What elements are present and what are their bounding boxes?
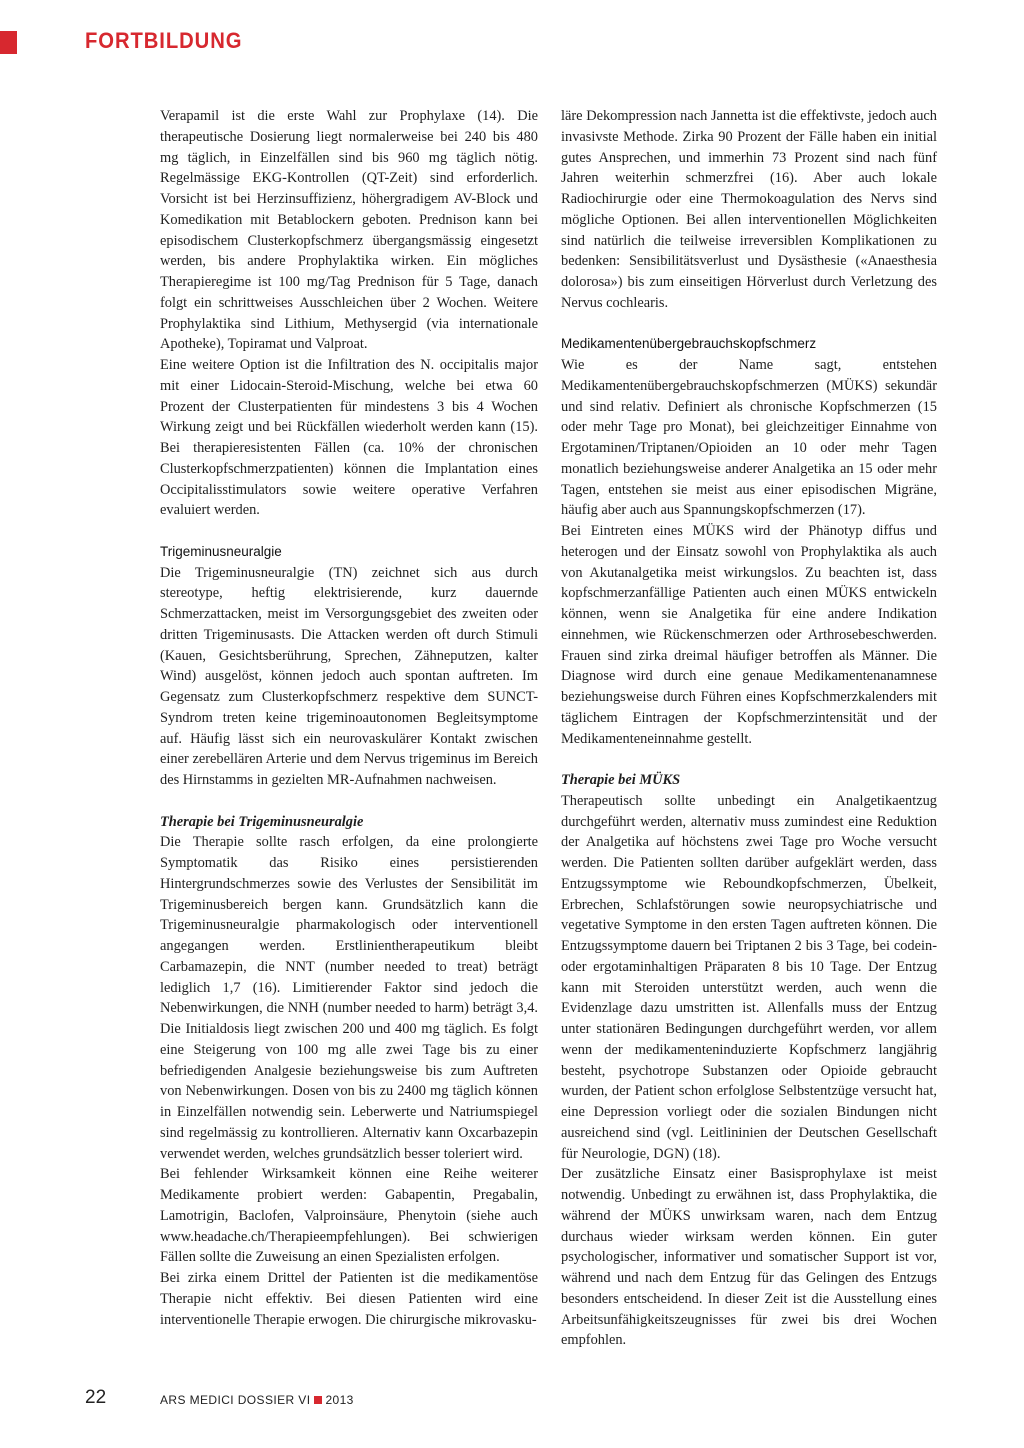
paragraph-spacer <box>561 749 937 770</box>
section-marker-block <box>0 31 17 54</box>
body-paragraph: Therapeutisch sollte unbedingt ein Analgetikaentzug durchgeführt werden, alternativ muss zumindest eine Reduktion der Analgetika auf höchstens zwei Tage pro Woche versucht werden. Die Patienten sollten darüber aufgeklärt werden, dass Entzugssymptome wie Reboundkopfschmerzen, Übelkeit, Erbrechen, Schlafstörungen sowie neuropsychiatrische und vegetative Symptome in den ersten Tagen auftreten können. Die Entzugssymptome dauern bei Triptanen 2 bis 3 Tage, bei codein- oder ergotaminhaltigen Präparaten 8 bis 10 Tage. Der Entzug kann mit Steroiden unterstützt werden, auch wenn die Evidenzlage dazu umstritten ist. Allenfalls muss der Entzug unter stationären Bedingungen durchgeführt werden, vor allem wenn der medikamenteninduzierte Kopfschmerz langjährig besteht, psychotrope Substanzen oder Opioide gebraucht wurden, der Patient schon erfolglose Selbstentzüge versucht hat, eine Depression vorliegt oder die sozialen Bindungen nicht ausreichend sind (vgl. Leitlininien der Deutschen Gesellschaft für Neurologie, DGN) (18). <box>561 792 937 1162</box>
journal-year: 2013 <box>325 1393 354 1407</box>
section-heading-trigeminusneuralgie: Trigeminusneuralgie <box>160 543 282 559</box>
journal-name: ARS MEDICI DOSSIER VI <box>160 1393 311 1407</box>
body-paragraph: Bei zirka einem Drittel der Patienten ist die medikamentöse Therapie nicht effektiv. Bei diesen Patienten wird eine interventionelle Therapie erwogen. Die chirurgische mikrovasku- <box>160 1270 538 1328</box>
paragraph-spacer <box>160 521 538 542</box>
left-column <box>160 106 538 1330</box>
section-heading-muks: Medikamentenübergebrauchskopfschmerz <box>561 336 817 352</box>
right-column <box>561 106 937 1351</box>
section-label: FORTBILDUNG <box>85 28 243 53</box>
footer-separator-square <box>314 1396 322 1404</box>
footer-journal-line <box>160 1393 354 1407</box>
body-paragraph: Eine weitere Option ist die Infiltration des N. occipitalis major mit einer Lidocain-Steroid-Mischung, welche bei etwa 60 Prozent der Clusterpatienten für mindestens 3 bis 4 Wochen Wirkung zeigt und bei Rückfällen wiederholt werden kann (15). Bei therapieresistenten Fällen (ca. 10% der chronischen Clusterkopfschmerzpatienten) können die Implantation eines Occipitalisstimulators sowie weitere operative Verfahren evaluiert werden. <box>160 357 538 519</box>
subheading-therapie-muks: Therapie bei MÜKS <box>561 772 681 788</box>
body-paragraph: Bei fehlender Wirksamkeit können eine Reihe weiterer Medikamente probiert werden: Gabapentin, Pregabalin, Lamotrigin, Baclofen, Valproinsäure, Phenytoin (siehe auch www.headache.ch/Therapieempfehlungen). Bei schwierigen Fällen sollte die Zuweisung an einen Spezialisten erfolgen. <box>160 1166 538 1266</box>
page-number: 22 <box>85 1387 107 1408</box>
body-paragraph: Wie es der Name sagt, entstehen Medikamentenübergebrauchskopfschmerzen (MÜKS) sekundär und sind relativ. Definiert als chronische Kopfschmerzen (15 oder mehr Tage pro Monat), bei gleichzeitiger Einnahme von Ergotaminen/Triptanen/Opioiden an 10 oder mehr Tagen monatlich beziehungsweise anderer Analgetika an 15 oder mehr Tagen, entstehen sie meist aus einer episodischen Migräne, häufig aber auch aus Spannungskopfschmerzen (17). <box>561 357 937 519</box>
body-paragraph: Die Trigeminusneuralgie (TN) zeichnet sich aus durch stereotype, heftig elektrisierende, kurz dauernde Schmerzattacken, meist im Versorgungsgebiet des zweiten oder dritten Trigeminusasts. Die Attacken werden oft durch Stimuli (Kauen, Gesichtsberührung, Sprechen, Zähneputzen, kalter Wind) ausgelöst, können jedoch auch spontan auftreten. Im Gegensatz zum Clusterkopfschmerz respektive dem SUNCT-Syndrom treten keine trigeminoautonomen Begleitsymptome auf. Häufig lässt sich ein neurovaskulärer Kontakt zwischen einer zerebellären Arterie und dem Nervus trigeminus im Bereich des Hirnstamms in gezielten MR-Aufnahmen nachweisen. <box>160 564 538 788</box>
body-paragraph: läre Dekompression nach Jannetta ist die effektivste, jedoch auch invasivste Methode. Zirka 90 Prozent der Fälle haben ein initial gutes Ansprechen, und immerhin 73 Prozent sind nach fünf Jahren weiterhin schmerzfrei (16). Aber auch lokale Radiochirurgie oder eine Thermokoagulation des Nervs sind mögliche Optionen. Bei allen interventionellen Möglichkeiten sind natürlich die teilweise irreversiblen Komplikationen zu bedenken: Sensibilitätsverlust und Dysästhesie («Anaesthesia dolorosa») bis zum einseitigen Hörverlust durch Verletzung des Nervus cochlearis. <box>561 108 937 311</box>
body-paragraph: Bei Eintreten eines MÜKS wird der Phänotyp diffus und heterogen und der Einsatz sowohl von Prophylaktika als auch von Akutanalgetika meist wirkungslos. Zu beachten ist, dass kopfschmerzanfällige Patienten auch einen MÜKS entwickeln können, wenn sie Analgetika für eine andere Indikation einnehmen, wie Rückenschmerzen oder Arthrosebeschwerden. Frauen sind zirka dreimal häufiger betroffen als Männer. Die Diagnose wird durch eine genaue Medikamentenanamnese beziehungsweise durch Führen eines Kopfschmerzkalenders mit täglichem Eintragen der Kopfschmerzintensität und der Medikamenteneinnahme gestellt. <box>561 523 937 747</box>
subheading-therapie-trigeminusneuralgie: Therapie bei Trigeminusneuralgie <box>160 813 364 830</box>
paragraph-spacer <box>561 314 937 335</box>
body-paragraph: Die Therapie sollte rasch erfolgen, da eine prolongierte Symptomatik das Risiko eines persistierenden Hintergrundschmerzes sowie des Verlustes der Sensibilität im Trigeminusbereich bergen kann. Grundsätzlich kann die Trigeminusneuralgie pharmakologisch oder interventionell angegangen werden. Erstlinientherapeutikum bleibt Carbamazepin, die NNT (number needed to treat) beträgt lediglich 1,7 (16). Limitierender Faktor sind jedoch die Nebenwirkungen, die NNH (number needed to harm) beträgt 3,4. Die Initialdosis liegt zwischen 200 und 400 mg täglich. Es folgt eine Steigerung von 100 mg alle zwei Tage bis zu einer befriedigenden Analgesie beziehungsweise bis zum Auftreten von Nebenwirkungen. Dosen von bis zu 2400 mg täglich können in Einzelfällen notwendig sein. Leberwerte und Natriumspiegel sind regelmässig zu kontrollieren. Alternativ kann Oxcarbazepin verwendet werden, welches grundsätzlich besser toleriert wird. <box>160 834 538 1162</box>
paragraph-spacer <box>160 791 538 812</box>
body-paragraph: Verapamil ist die erste Wahl zur Prophylaxe (14). Die therapeutische Dosierung liegt normalerweise bei 240 bis 480 mg täglich, in Einzelfällen sind bis 960 mg täglich nötig. Regelmässige EKG-Kontrollen (QT-Zeit) sind erforderlich. Vorsicht ist bei Herzinsuffizienz, höhergradigem AV-Block und Komedikation mit Betablockern geboten. Prednison kann bei episodischem Clusterkopfschmerz übergangsmässig eingesetzt werden, bis andere Prophylaktika wirken. Ein mögliches Therapieregime ist 100 mg/Tag Prednison für 5 Tage, danach folgt ein schrittweises Ausschleichen über 2 Wochen. Weitere Prophylaktika sind Lithium, Methysergid (via internationale Apotheke), Topiramat und Valproat. <box>160 108 538 353</box>
body-paragraph: Der zusätzliche Einsatz einer Basisprophylaxe ist meist notwendig. Unbedingt zu erwähnen ist, dass Prophylaktika, die während der MÜKS unwirksam waren, nach dem Entzug durchaus wieder wirksam werden können. Ein guter psychologischer, informativer und somatischer Support ist vor, während und nach dem Entzug für das Gelingen des Entzugs besonders entscheidend. In dieser Zeit ist die Ausstellung eines Arbeitsunfähigkeitszeugnisses für zwei bis drei Wochen empfohlen. <box>561 1166 937 1349</box>
